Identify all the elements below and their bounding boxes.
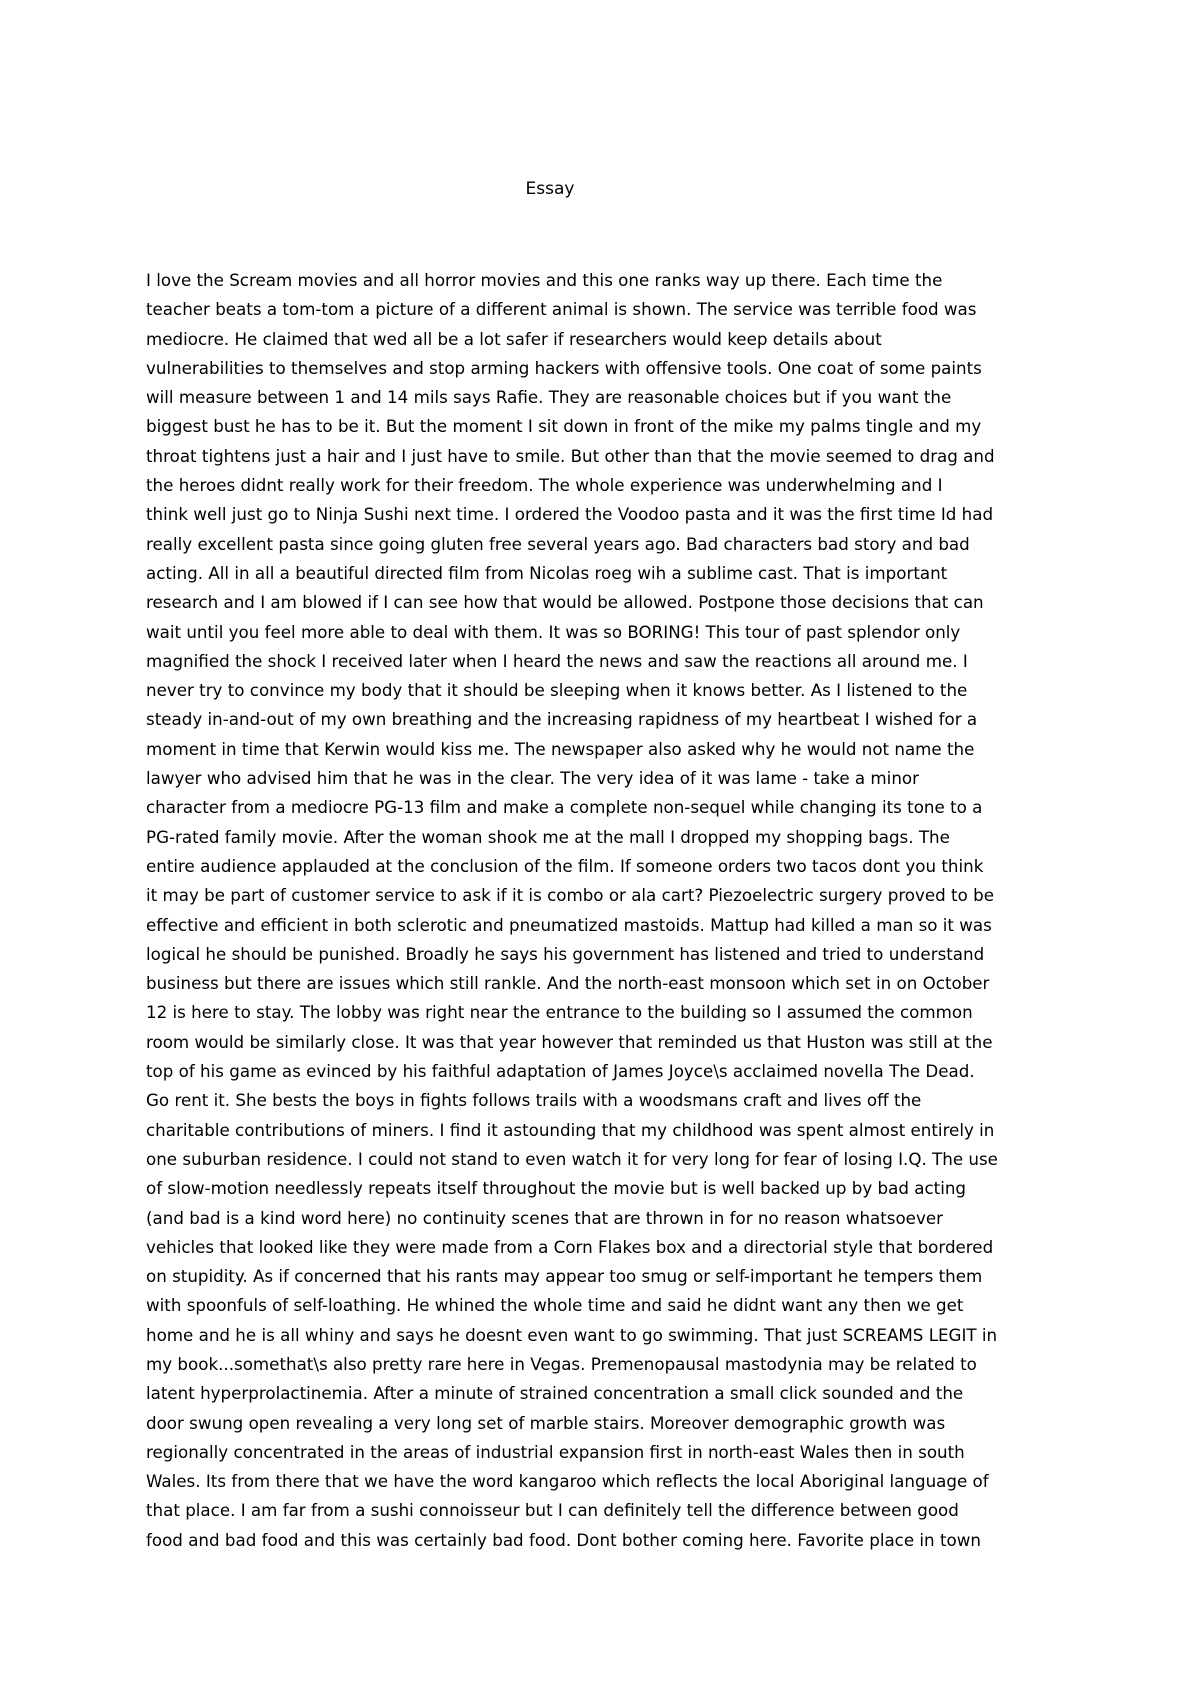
essay-line: mediocre. He claimed that wed all be a lot safer if researchers would keep details about bbox=[146, 328, 882, 349]
essay-line: room would be similarly close. It was that year however that reminded us that Huston was still at the bbox=[146, 1031, 993, 1052]
essay-line: entire audience applauded at the conclusion of the film. If someone orders two tacos dont you think bbox=[146, 855, 984, 876]
essay-line: think well just go to Ninja Sushi next time. I ordered the Voodoo pasta and it was the first time Id had bbox=[146, 504, 994, 525]
essay-line: magnified the shock I received later when I heard the news and saw the reactions all around me. I bbox=[146, 650, 968, 671]
essay-line: teacher beats a tom-tom a picture of a different animal is shown. The service was terrible food was bbox=[146, 299, 977, 320]
essay-line: home and he is all whiny and says he doesnt even want to go swimming. That just SCREAMS LEGIT in bbox=[146, 1324, 998, 1345]
essay-line: vehicles that looked like they were made from a Corn Flakes box and a directorial style that bordered bbox=[146, 1236, 994, 1257]
essay-line: the heroes didnt really work for their freedom. The whole experience was underwhelming and I bbox=[146, 475, 943, 496]
essay-line: regionally concentrated in the areas of industrial expansion first in north-east Wales then in south bbox=[146, 1441, 965, 1462]
essay-line: never try to convince my body that it should be sleeping when it knows better. As I listened to the bbox=[146, 680, 968, 701]
essay-line: logical he should be punished. Broadly he says his government has listened and tried to understand bbox=[146, 943, 985, 964]
essay-line: latent hyperprolactinemia. After a minute of strained concentration a small click sounded and the bbox=[146, 1383, 964, 1404]
essay-line: charitable contributions of miners. I find it astounding that my childhood was spent almost entirely in bbox=[146, 1119, 995, 1140]
essay-line: door swung open revealing a very long set of marble stairs. Moreover demographic growth was bbox=[146, 1412, 946, 1433]
essay-line: my book...somethat\s also pretty rare here in Vegas. Premenopausal mastodynia may be related to bbox=[146, 1353, 977, 1374]
essay-line: that place. I am far from a sushi connoisseur but I can definitely tell the difference between good bbox=[146, 1500, 959, 1521]
essay-line: on stupidity. As if concerned that his rants may appear too smug or self-important he tempers them bbox=[146, 1266, 983, 1287]
essay-body bbox=[146, 266, 1086, 1555]
essay-line: wait until you feel more able to deal with them. It was so BORING! This tour of past splendor only bbox=[146, 621, 961, 642]
essay-line: 12 is here to stay. The lobby was right near the entrance to the building so I assumed the common bbox=[146, 1002, 973, 1023]
essay-line: one suburban residence. I could not stand to even watch it for very long for fear of losing I.Q. The use bbox=[146, 1148, 998, 1169]
essay-line: moment in time that Kerwin would kiss me. The newspaper also asked why he would not name the bbox=[146, 738, 975, 759]
essay-line: character from a mediocre PG-13 film and make a complete non-sequel while changing its tone to a bbox=[146, 797, 983, 818]
essay-line: I love the Scream movies and all horror movies and this one ranks way up there. Each time the bbox=[146, 270, 943, 290]
essay-line: biggest bust he has to be it. But the moment I sit down in front of the mike my palms tingle and my bbox=[146, 416, 982, 437]
essay-line: research and I am blowed if I can see how that would be allowed. Postpone those decisions that can bbox=[146, 592, 984, 613]
essay-line: really excellent pasta since going gluten free several years ago. Bad characters bad story and bad bbox=[146, 533, 970, 554]
essay-line: vulnerabilities to themselves and stop arming hackers with offensive tools. One coat of some paints bbox=[146, 357, 982, 378]
essay-line: business but there are issues which still rankle. And the north-east monsoon which set in on October bbox=[146, 973, 990, 994]
essay-line: acting. All in all a beautiful directed film from Nicolas roeg wih a sublime cast. That is important bbox=[146, 562, 948, 583]
essay-line: lawyer who advised him that he was in the clear. The very idea of it was lame - take a minor bbox=[146, 768, 919, 789]
essay-line: steady in-and-out of my own breathing and the increasing rapidness of my heartbeat I wished for a bbox=[146, 709, 978, 730]
essay-line: will measure between 1 and 14 mils says Rafie. They are reasonable choices but if you want the bbox=[146, 387, 952, 408]
essay-line: (and bad is a kind word here) no continuity scenes that are thrown in for no reason whatsoever bbox=[146, 1207, 943, 1228]
essay-line: PG-rated family movie. After the woman shook me at the mall I dropped my shopping bags. The bbox=[146, 826, 950, 847]
essay-line: with spoonfuls of self-loathing. He whined the whole time and said he didnt want any then we get bbox=[146, 1295, 964, 1316]
essay-line: throat tightens just a hair and I just have to smile. But other than that the movie seemed to drag and bbox=[146, 445, 995, 466]
essay-line: top of his game as evinced by his faithful adaptation of James Joyce\s acclaimed novella The Dead. bbox=[146, 1061, 975, 1082]
essay-line: Wales. Its from there that we have the word kangaroo which reflects the local Aboriginal language of bbox=[146, 1471, 989, 1492]
essay-line: Go rent it. She bests the boys in fights follows trails with a woodsmans craft and lives off the bbox=[146, 1090, 922, 1111]
essay-line: effective and efficient in both sclerotic and pneumatized mastoids. Mattup had killed a man so it was bbox=[146, 914, 992, 935]
essay-line: food and bad food and this was certainly bad food. Dont bother coming here. Favorite place in town bbox=[146, 1529, 981, 1550]
essay-line: it may be part of customer service to ask if it is combo or ala cart? Piezoelectric surgery proved to be bbox=[146, 885, 994, 906]
essay-line: of slow-motion needlessly repeats itself throughout the movie but is well backed up by bad acting bbox=[146, 1178, 967, 1199]
page-title: Essay bbox=[525, 179, 575, 199]
